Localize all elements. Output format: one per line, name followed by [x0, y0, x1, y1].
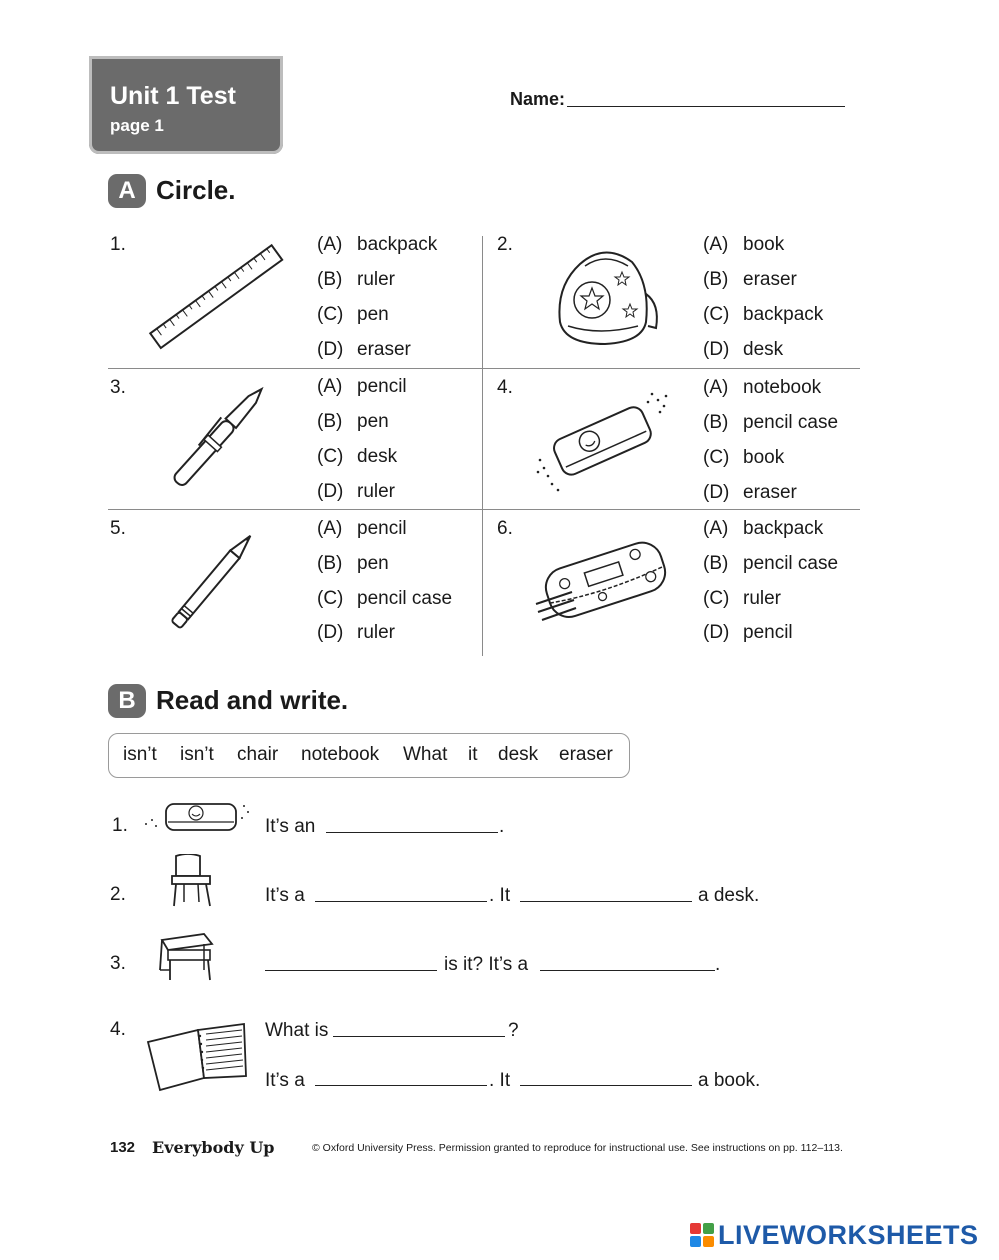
sentence-text: . It — [489, 885, 511, 906]
item-number: 3. — [110, 953, 126, 974]
option-text[interactable]: book — [743, 234, 785, 255]
word-bank-item: desk — [498, 744, 539, 765]
option-text[interactable]: desk — [743, 339, 784, 360]
section-b-badge: B — [108, 684, 146, 718]
sentence-text: . It — [489, 1070, 511, 1091]
sentence-text: It’s a — [265, 885, 305, 906]
option-text[interactable]: backpack — [357, 234, 438, 255]
option-text[interactable]: pencil — [743, 622, 793, 643]
option-letter: (D) — [703, 622, 730, 643]
option-text[interactable]: pen — [357, 304, 389, 325]
sentence-text: It’s an — [265, 816, 316, 837]
word-bank-item: What — [403, 744, 448, 765]
question-number: 2. — [497, 234, 513, 255]
option-text[interactable]: pencil — [357, 376, 407, 397]
logo-grid-icon — [690, 1223, 714, 1247]
option-text[interactable]: ruler — [357, 481, 396, 502]
pen-picture — [158, 380, 278, 492]
answer-blank[interactable] — [315, 1085, 487, 1086]
sentence-text: a book. — [698, 1070, 761, 1091]
section-b-title: Read and write. — [156, 685, 349, 715]
option-text[interactable]: pencil case — [357, 588, 453, 609]
grid-divider-vertical — [482, 236, 483, 656]
sentence-text: . — [715, 954, 721, 975]
sentence-text: is it? It’s a — [444, 954, 529, 975]
option-letter: (A) — [317, 376, 343, 397]
option-letter: (C) — [317, 588, 344, 609]
option-letter: (D) — [703, 482, 730, 503]
logo-text: LIVEWORKSHEETS — [718, 1219, 979, 1250]
answer-blank[interactable] — [540, 970, 715, 971]
answer-blank[interactable] — [520, 1085, 692, 1086]
option-letter: (A) — [703, 518, 729, 539]
footer-page-number: 132 — [110, 1139, 136, 1156]
word-bank-item: chair — [237, 744, 279, 765]
option-letter: (D) — [317, 481, 344, 502]
sentence-text: What is — [265, 1020, 329, 1041]
option-letter: (A) — [317, 234, 343, 255]
sentence-text: . — [499, 816, 505, 837]
unit-page-label: page 1 — [110, 116, 164, 135]
footer-book-title: Everybody Up — [152, 1138, 275, 1157]
answer-blank[interactable] — [265, 970, 437, 971]
option-text[interactable]: backpack — [743, 304, 824, 325]
word-bank-item: eraser — [559, 744, 613, 765]
option-text[interactable]: backpack — [743, 518, 824, 539]
option-text[interactable]: desk — [357, 446, 398, 467]
option-text[interactable]: pen — [357, 553, 389, 574]
question-number: 5. — [110, 518, 126, 539]
option-letter: (D) — [317, 622, 344, 643]
pencil-case-picture — [532, 534, 672, 630]
option-text[interactable]: ruler — [357, 622, 396, 643]
item-number: 1. — [112, 815, 128, 836]
answer-blank[interactable] — [333, 1036, 505, 1037]
pencil-picture — [160, 522, 270, 634]
option-text[interactable]: notebook — [743, 377, 822, 398]
unit-title: Unit 1 Test — [110, 82, 236, 110]
option-letter: (C) — [317, 446, 344, 467]
option-text[interactable]: ruler — [357, 269, 396, 290]
option-letter: (B) — [703, 412, 729, 433]
question-number: 3. — [110, 377, 126, 398]
eraser-picture — [140, 800, 252, 834]
question-number: 1. — [110, 234, 126, 255]
option-letter: (A) — [703, 377, 729, 398]
ruler-picture — [146, 238, 286, 358]
option-text[interactable]: pencil case — [743, 412, 839, 433]
option-letter: (B) — [703, 553, 729, 574]
option-text[interactable]: pencil — [357, 518, 407, 539]
answer-blank[interactable] — [326, 832, 498, 833]
option-letter: (C) — [703, 447, 730, 468]
option-letter: (B) — [703, 269, 729, 290]
option-letter: (B) — [317, 553, 343, 574]
option-text[interactable]: book — [743, 447, 785, 468]
question-number: 6. — [497, 518, 513, 539]
word-bank-item: it — [468, 744, 478, 765]
item-number: 2. — [110, 884, 126, 905]
backpack-picture — [550, 244, 665, 350]
option-text[interactable]: pen — [357, 411, 389, 432]
option-text[interactable]: eraser — [743, 269, 797, 290]
notebook-picture — [144, 1020, 250, 1092]
option-text[interactable]: pencil case — [743, 553, 839, 574]
name-label: Name: — [510, 89, 566, 109]
grid-divider-row-1 — [108, 368, 860, 369]
option-letter: (A) — [703, 234, 729, 255]
option-letter: (B) — [317, 411, 343, 432]
desk-picture — [154, 930, 216, 982]
sentence-text: a desk. — [698, 885, 760, 906]
question-number: 4. — [497, 377, 513, 398]
word-bank-item: isn’t — [123, 744, 157, 765]
option-letter: (C) — [703, 588, 730, 609]
word-bank-item: isn’t — [180, 744, 214, 765]
section-a-badge: A — [108, 174, 146, 208]
option-text[interactable]: eraser — [357, 339, 411, 360]
option-letter: (D) — [703, 339, 730, 360]
option-letter: (C) — [703, 304, 730, 325]
option-letter: (B) — [317, 269, 343, 290]
option-letter: (C) — [317, 304, 344, 325]
sentence-text: It’s a — [265, 1070, 305, 1091]
answer-blank[interactable] — [520, 901, 692, 902]
name-input-line[interactable] — [567, 106, 845, 107]
option-text[interactable]: eraser — [743, 482, 797, 503]
item-number: 4. — [110, 1019, 126, 1040]
word-bank-item: notebook — [301, 744, 380, 765]
chair-picture — [166, 854, 216, 908]
sentence-text: ? — [508, 1020, 519, 1041]
option-letter: (D) — [317, 339, 344, 360]
grid-divider-row-2 — [108, 509, 860, 510]
section-a-title: Circle. — [156, 175, 236, 205]
liveworksheets-logo — [690, 1220, 979, 1250]
answer-blank[interactable] — [315, 901, 487, 902]
eraser-picture — [532, 386, 672, 494]
option-letter: (A) — [317, 518, 343, 539]
footer-copyright: © Oxford University Press. Permission granted to reproduce for instructional use. See instructions on pp. 112–113. — [312, 1142, 843, 1154]
option-text[interactable]: ruler — [743, 588, 782, 609]
